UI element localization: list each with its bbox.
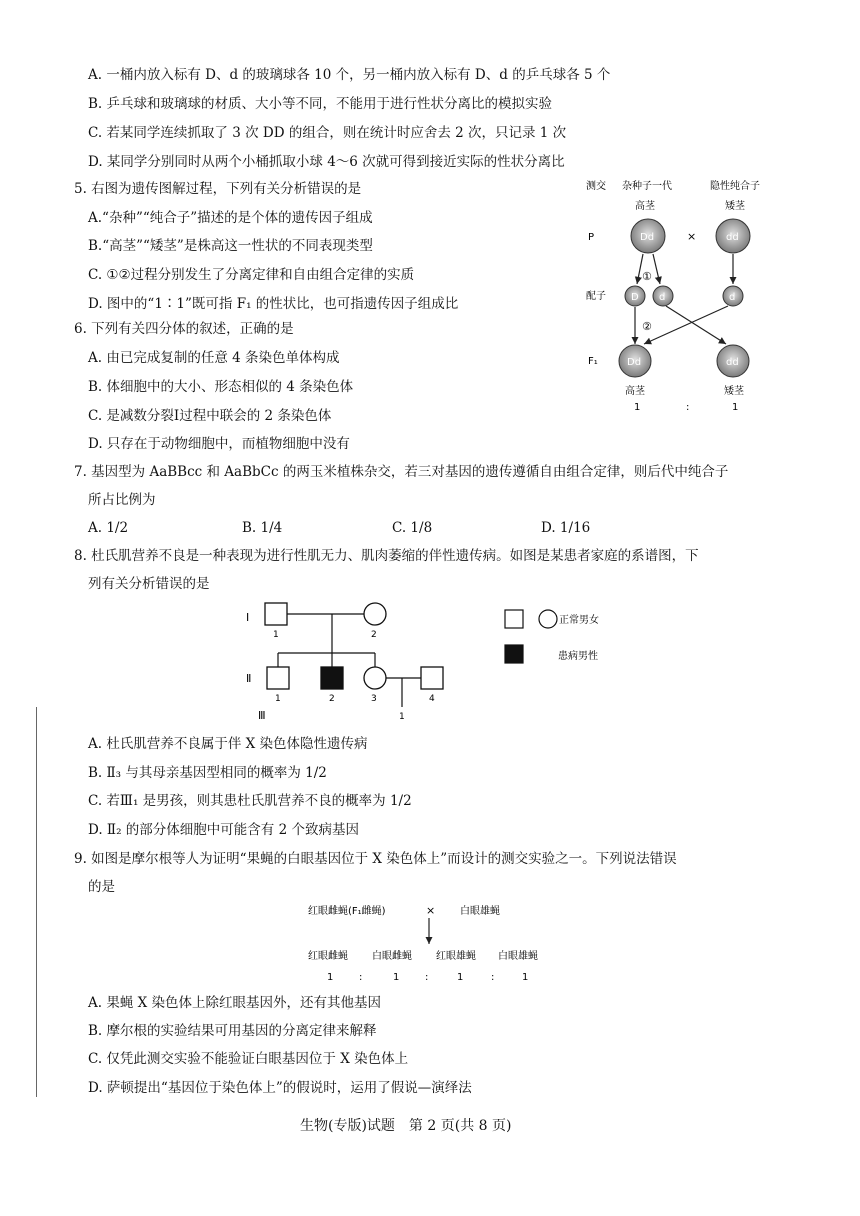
q9-option-d: D. 萨顿提出“基因位于染色体上”的假说时，运用了假说—演绎法: [88, 1080, 472, 1096]
child1-genotype: Dd: [627, 357, 642, 368]
legend-circle-normal: [539, 610, 557, 628]
q9-option-b: B. 摩尔根的实验结果可用基因的分离定律来解释: [88, 1023, 377, 1039]
ratio-colon-1: :: [359, 972, 363, 983]
child2-phenotype: 矮茎: [724, 386, 744, 397]
q6-option-a: A. 由已完成复制的任意 4 条染色单体构成: [88, 350, 340, 366]
step-1-label: ①: [642, 270, 652, 283]
q8-option-d: D. Ⅱ₂ 的部分体细胞中可能含有 2 个致病基因: [88, 822, 359, 838]
q6-option-b: B. 体细胞中的大小、形态相似的 4 条染色体: [88, 379, 354, 395]
legend-affected-label: 患病男性: [558, 651, 598, 662]
ii3-female-normal: [364, 667, 386, 689]
legend-normal-label: 正常男女: [559, 615, 599, 626]
step-2-label: ②: [642, 320, 652, 333]
ratio-3: 1: [457, 972, 464, 983]
header-testcross: 测交: [586, 181, 606, 192]
parent2-genotype: dd: [726, 232, 739, 243]
q4-option-d: D. 某同学分别同时从两个小桶抓取小球 4～6 次就可得到接近实际的性状分离比: [88, 154, 565, 170]
gen-label-ii: Ⅱ: [246, 672, 252, 685]
ratio-colon-3: :: [491, 972, 495, 983]
num-ii2: 2: [329, 694, 335, 704]
q6-option-d: D. 只存在于动物细胞中，而植物细胞中没有: [88, 436, 350, 452]
cross-female: 红眼雌蝇(F₁雌蝇): [308, 906, 386, 917]
row-label-f1: F₁: [588, 356, 598, 367]
offspring-4: 白眼雄蝇: [498, 951, 538, 962]
q9-stem-line2: 的是: [88, 879, 115, 895]
q4-option-b: B. 乒乓球和玻璃球的材质、大小等不同，不能用于进行性状分离比的模拟实验: [88, 96, 553, 112]
q7-stem-line1: 7. 基因型为 AaBBcc 和 AaBbCc 的两玉米植株杂交，若三对基因的遗传遵循自由组合定律，则后代中纯合子: [74, 464, 729, 480]
ii2-male-affected: [321, 667, 343, 689]
legend-square-affected: [505, 645, 523, 663]
parent1-phenotype: 高茎: [635, 201, 655, 212]
gamete-2: d: [659, 292, 666, 303]
num-i2: 2: [371, 630, 377, 640]
margin-rule: [36, 707, 37, 1097]
q8-option-a: A. 杜氏肌营养不良属于伴 X 染色体隐性遗传病: [88, 736, 368, 752]
q8-stem-line1: 8. 杜氏肌营养不良是一种表现为进行性肌无力、肌肉萎缩的伴性遗传病。如图是某患者家庭的系谱图，下: [74, 548, 699, 564]
num-ii3: 3: [371, 694, 377, 704]
cross-sign: ×: [687, 230, 697, 243]
q7-option-c: C. 1/8: [392, 520, 433, 536]
q4-option-a: A. 一桶内放入标有 D、d 的玻璃球各 10 个，另一桶内放入标有 D、d 的乒乓球各 5 个: [88, 67, 611, 83]
q5-stem: 5. 右图为遗传图解过程，下列有关分析错误的是: [74, 181, 362, 197]
parent1-genotype: Dd: [640, 232, 655, 243]
offspring-2: 白眼雌蝇: [372, 951, 412, 962]
ii1-male-normal: [267, 667, 289, 689]
q5-option-b: B.“高茎”“矮茎”是株高这一性状的不同表现类型: [88, 238, 373, 254]
i1-male-normal: [265, 603, 287, 625]
legend-square-normal: [505, 610, 523, 628]
ratio-colon: :: [686, 402, 690, 413]
offspring-1: 红眼雌蝇: [308, 951, 348, 962]
q5-option-d: D. 图中的“1∶1”既可指 F₁ 的性状比，也可指遗传因子组成比: [88, 296, 459, 312]
q8-stem-line2: 列有关分析错误的是: [88, 576, 210, 592]
row-label-p: P: [588, 232, 595, 243]
offspring-3: 红眼雄蝇: [436, 951, 476, 962]
q9-option-c: C. 仅凭此测交实验不能验证白眼基因位于 X 染色体上: [88, 1051, 409, 1067]
q5-option-a: A.“杂种”“纯合子”描述的是个体的遗传因子组成: [88, 210, 373, 226]
cross-male: 白眼雄蝇: [460, 906, 500, 917]
q5-option-c: C. ①②过程分别发生了分离定律和自由组合定律的实质: [88, 267, 415, 283]
arrow-p1-d2: [653, 254, 660, 284]
num-iii1: 1: [399, 712, 405, 722]
ratio-colon-2: :: [425, 972, 429, 983]
ratio-1: 1: [327, 972, 334, 983]
testcross-diagram: [580, 172, 800, 422]
ratio-4: 1: [522, 972, 529, 983]
arrow-g3-f1: [644, 306, 728, 344]
num-ii4: 4: [429, 694, 435, 704]
ratio-left: 1: [634, 402, 641, 413]
q7-stem-line2: 所占比例为: [88, 492, 156, 508]
q8-option-b: B. Ⅱ₃ 与其母亲基因型相同的概率为 1/2: [88, 765, 327, 781]
child1-phenotype: 高茎: [625, 386, 645, 397]
ratio-2: 1: [393, 972, 400, 983]
pedigree-chart: [240, 595, 640, 725]
header-recessive: 隐性纯合子: [710, 181, 760, 192]
ratio-right: 1: [732, 402, 739, 413]
gamete-3: d: [729, 292, 736, 303]
num-i1: 1: [273, 630, 279, 640]
q8-option-c: C. 若Ⅲ₁ 是男孩，则其患杜氏肌营养不良的概率为 1/2: [88, 793, 412, 809]
q7-option-d: D. 1/16: [541, 520, 591, 536]
arrow-g2-f1: [666, 306, 726, 344]
row-label-gamete: 配子: [586, 291, 606, 302]
gen-label-iii: Ⅲ: [258, 709, 266, 722]
fruitfly-testcross-diagram: [300, 900, 560, 990]
q7-option-b: B. 1/4: [242, 520, 283, 536]
child2-genotype: dd: [726, 357, 739, 368]
header-hybrid: 杂种子一代: [622, 181, 672, 192]
cross-times: ×: [426, 904, 436, 917]
num-ii1: 1: [275, 694, 281, 704]
i2-female-normal: [364, 603, 386, 625]
q4-option-c: C. 若某同学连续抓取了 3 次 DD 的组合，则在统计时应舍去 2 次，只记录 1 次: [88, 125, 567, 141]
q6-option-c: C. 是减数分裂Ⅰ过程中联会的 2 条染色体: [88, 408, 332, 424]
q7-option-a: A. 1/2: [88, 520, 129, 536]
q6-stem: 6. 下列有关四分体的叙述，正确的是: [74, 321, 294, 337]
ii4-male-normal: [421, 667, 443, 689]
page-footer: 生物(专版)试题 第 2 页(共 8 页): [300, 1118, 512, 1134]
gen-label-i: Ⅰ: [246, 611, 250, 624]
gamete-1: D: [631, 292, 639, 303]
parent2-phenotype: 矮茎: [725, 201, 745, 212]
q9-stem-line1: 9. 如图是摩尔根等人为证明“果蝇的白眼基因位于 X 染色体上”而设计的测交实验之一。下列说法错误: [74, 851, 677, 867]
q9-option-a: A. 果蝇 X 染色体上除红眼基因外，还有其他基因: [88, 995, 382, 1011]
